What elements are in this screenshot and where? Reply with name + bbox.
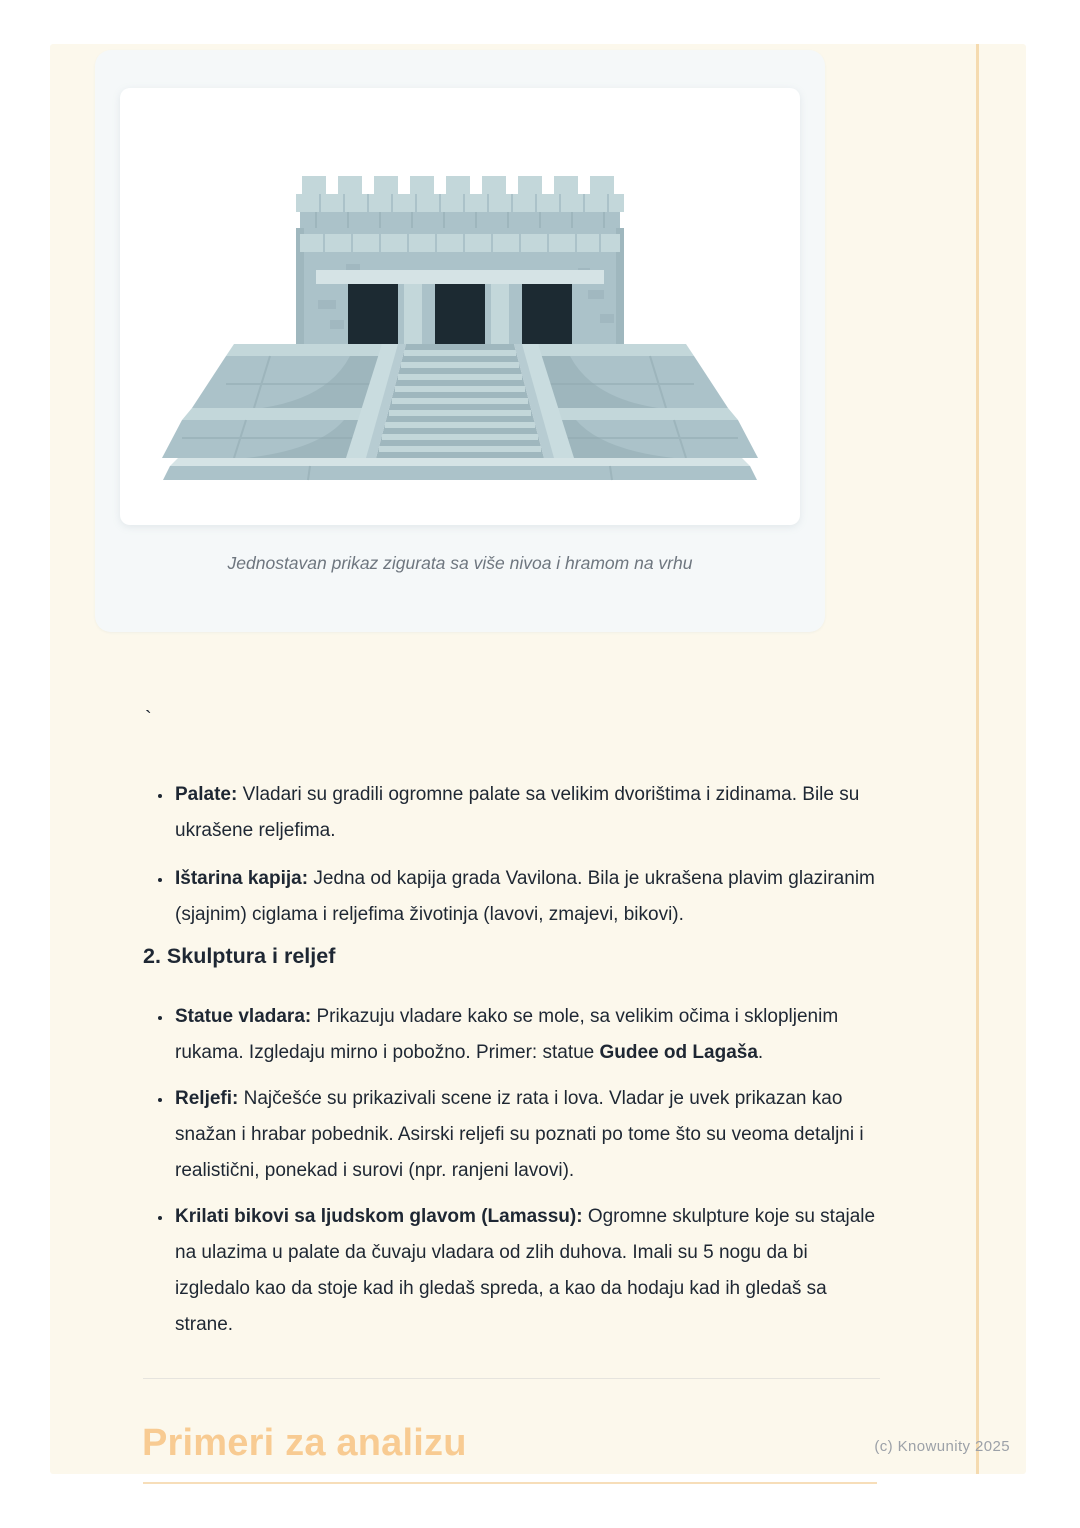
ziggurat-illustration <box>150 172 770 482</box>
right-accent-line <box>976 44 979 1474</box>
subsection-heading: 2. Skulptura i reljef <box>143 944 336 968</box>
sculpture-list <box>143 999 910 1343</box>
list-item: • Krilati bikovi sa ljudskom glavom (Lamassu): Ogromne skulpture koje su stajale na ulazima u palate da čuvaju vladara od zlih duhova. Imali su 5 nogu da bi izgledalo kao da stoje kad ih gledaš spreda, a kao da hodaju kad ih gledaš sa strane. <box>173 1199 880 1343</box>
section-title-underline <box>143 1482 877 1484</box>
list-item: • Statue vladara: Prikazuju vladare kako se mole, sa velikim očima i sklopljenim rukama. Izgledaju mirno i pobožno. Primer: statue Gudee od Lagaša. <box>173 999 880 1071</box>
architecture-list <box>143 777 910 933</box>
figure-image <box>120 88 800 525</box>
list-item: • Ištarina kapija: Jedna od kapija grada Vavilona. Bila je ukrašena plavim glaziranim (sjajnim) ciglama i reljefima životinja (lavovi, zmajevi, bikovi). <box>173 861 880 933</box>
figure-card <box>95 50 825 632</box>
page-sheet <box>50 44 1026 1474</box>
copyright-watermark: (c) Knowunity 2025 <box>874 1438 1010 1455</box>
section-divider <box>143 1378 880 1379</box>
figure-caption: Jednostavan prikaz zigurata sa više nivoa i hramom na vrhu <box>227 553 693 573</box>
list-item: • Palate: Vladari su gradili ogromne palate sa velikim dvorištima i zidinama. Bile su ukrašene reljefima. <box>173 777 880 849</box>
section-title: Primeri za analizu <box>142 1422 467 1464</box>
list-item: • Reljefi: Najčešće su prikazivali scene iz rata i lova. Vladar je uvek prikazan kao snažan i hrabar pobednik. Asirski reljefi su poznati po tome što su veoma detaljni i realistični, ponekad i surovi (npr. ranjeni lavovi). <box>173 1081 880 1189</box>
stray-backtick: ` <box>145 708 152 730</box>
